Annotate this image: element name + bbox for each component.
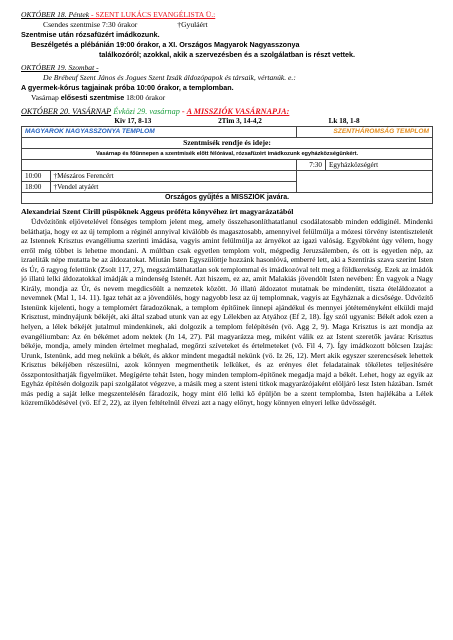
oct19-saints: De Brébeuf Szent János és Jogues Szent Izsák áldozópapok és társaik, vértanúk. e.: [43,73,296,82]
rosary-note: Vasárnap és főünnepen a szentmisék előtt félórával, rózsafüzért imádkozunk egyházközségünkért. [22,149,433,160]
oct20-mission: A MISSZIÓK VASÁRNAPJA: [186,107,290,116]
collection: Országos gyűjtés a MISSZIÓK javára. [22,193,433,204]
oct18-feast: SZENT LUKÁCS EVANGÉLISTA Ü.: [95,10,216,19]
reading-2: 2Tim 3, 14-4,2 [218,117,262,125]
order-title: Szentmisék rendje és ideje: [22,138,433,149]
oct20-readings [21,117,433,126]
oct19-date: OKTÓBER 19. Szombat - [21,63,99,72]
row-intention: †Vendel atyáért [50,182,297,193]
right-label: Egyházközségért [326,160,433,171]
oct18-meeting-1: Beszélgetés a plébánián 19:00 órakor, a XI. Országos Magyarok Nagyasszonya [31,40,300,49]
bulletin-page [21,10,433,408]
oct18-rosary: Szentmise után rózsafüzért imádkozunk. [21,30,160,39]
oct19-vigil-suffix: 18:00 órakor [124,93,166,102]
article [21,207,433,408]
oct18-mass: Csendes szentmise 7:30 órakor [43,20,138,29]
mass-schedule-table [21,126,433,204]
oct20-sunday: Évközi 29. vasárnap [113,107,180,116]
row-intention: †Mészáros Ferencért [50,171,297,182]
oct18-heading [21,10,433,20]
reading-3: Lk 18, 1-8 [328,117,360,125]
oct19-vigil [21,93,433,103]
church-right: SZENTHÁROMSÁG TEMPLOM [297,127,433,138]
reading-1: Kiv 17, 8-13 [114,117,152,125]
oct20-dash: - [179,107,187,116]
row-time: 10:00 [22,171,51,182]
oct18-sep: - [89,10,96,19]
oct18-date: OKTÓBER 18. Péntek [21,10,90,19]
church-left: MAGYAROK NAGYASSZONYA TEMPLOM [22,127,297,138]
oct19-vigil-prefix: Vasárnap [31,93,61,102]
article-body: Üdvözítőnk eljövetelével fönséges templom jelent meg, amely összehasonlíthatatlanul csodálatosabb minden eddiginél. Mindenki beláthatja, hogy ez az új templom a réginél annyival kiválóbb és magasztosabb, amennyivel felülmúlja a mózesi törvény istentiszteletét az Istennek Krisztus evangéliuma szerinti imádása, vagyis amint felülmúlja az árnyékot az igazi valóság. Egyébként úgy vélem, hogy erről még többet is lehetne mondani. A múltban csak egyetlen templom volt, mégpedig Jeruzsálemben, és ott is egyetlen nép, az izraeliták népe mutatta be az áldozatokat. Miután Isten Egyszülöttje hozzánk hasonlóvá, emberré lett, aki a Szentírás szava szerint Isten és Úr, ő ragyog felettünk (Zsolt 117, 27), megszámlálhatatlan sok templommal és imádkozóval telt meg a földkerekség. Ezek az imádók jó illatú lelki áldozatokkal imádják a mindenség Istenét. Azt hiszem, ez az, amit Malakiás jövendölt Isten nevében: Én vagyok a Nagy Király, mondja az Úr, és nevem megdicsőült a nemzetek között. Jó illatú áldozatot mutatnak be mindenütt, tiszta ételáldozatot a nevemnek (Mal 1, 14. 11). Igaz tehát az a jövendölés, hogy nagyobb lesz az új templomnak, vagyis az Egyháznak a dicsősége. Üdvözítő Istenünk kijelenti, hogy a templomért fáradozóknak, a templom építőinek íinnepi ajándékul és mennyei jótéteményként elküldi majd Krisztust, mindnyájunk békéjét, aki által szabad utunk van az egy Lélekben az Atyához (Ef 2, 18). Így szól ugyanis: Békét adok ezen a helyen, a lélek békéjét jutalmul mindenkinek, aki dolgozik a templom felépítésén (vö. Agg 2, 9). Maga Krisztus is azt mondja az evangéliumban: Az én békémet adom nektek (Jn 14, 27). Pál magyarázza meg, miként válik ez az Istent szeretők javára: Krisztus békéje, mondja, amely minden értelmet meghalad, megőrzi szíveteket és értelmeteket (vö. Fil 4, 7). Így imádkozott bölcsen Izajás: Urunk, Istenünk, add meg nekünk a békét, és akkor mindent megadtál nekünk (vö. Iz 26, 12). Mert akik egyszer szerencsések lehettek Krisztus békéjében részesülni, azok könnyen megmenthetik lelküket, és az erényes élet feladatainak tökéletes teljesítésére összpontosíthatják figyelmüket. Megígérte tehát Isten, hogy minden templom-építőnek megadja majd a békét. Lehet, hogy az egyik az Egyház építésén dolgozik papi szolgálatot végezve, a másik meg a szent isteni titkok magyarázójaként elöljáró lesz Isten házában. Ismét más pedig a saját lelke megszentelésén fáradozik, hogy mint élő lelki kő épüljön be a szent templomba, Isten hajlékába a Lélek közreműködésével (vö. Ef 2, 22), az ilyen feltételnül élvezi azt a nagy előnyt, hogy könnyen elnyeri lelke üdvösségét. [21,217,433,408]
right-time: 7:30 [297,160,326,171]
oct18-meeting-2: találkozóról; azokkal, akik a szervezésben és a szolgálatban is részt vettek. [98,50,356,59]
oct18-mass-note: †Gyuláért [177,20,208,29]
article-title: Alexandriai Szent Cirill püspöknek Aggeus próféta könyvéhez írt magyarázatából [21,207,294,216]
oct20-heading [21,106,433,117]
oct18-mass-line [21,20,433,30]
oct19-vigil-bold: elősesti szentmise [60,93,125,102]
oct19-choir: A gyermek-kórus tagjainak próba 10:00 órakor, a templomban. [21,83,234,92]
oct20-date: OKTÓBER 20. VASÁRNAP [21,107,112,116]
table-row [22,171,433,182]
table-row [22,182,433,193]
row-time: 18:00 [22,182,51,193]
